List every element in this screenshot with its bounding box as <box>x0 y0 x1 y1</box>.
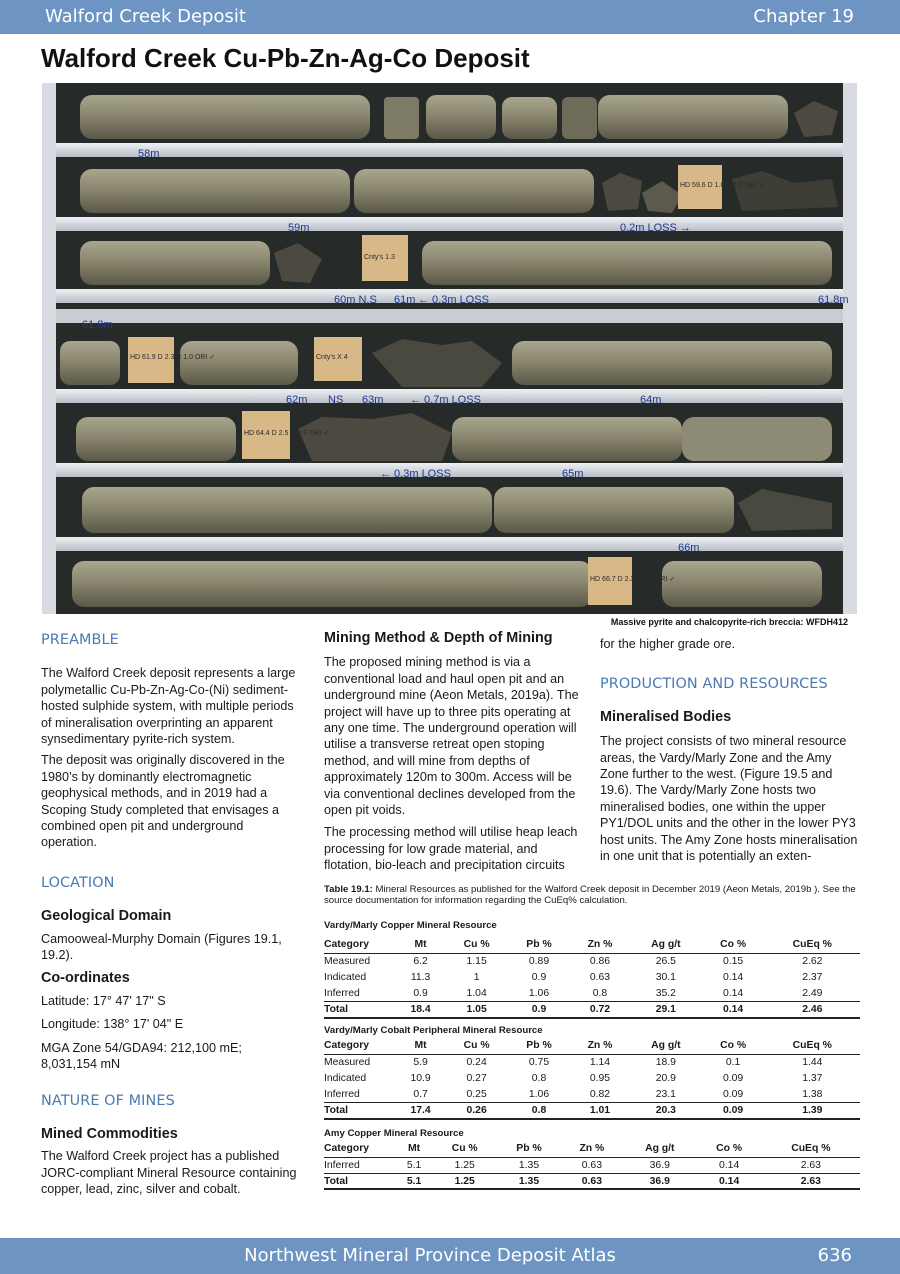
table-cell: 2.63 <box>762 1173 860 1189</box>
column-middle <box>324 630 580 874</box>
table-cell: 5.1 <box>396 1173 432 1189</box>
table-cell: Measured <box>324 1056 371 1068</box>
table-cell: 0.75 <box>528 1056 550 1068</box>
col-cu: Cu % <box>445 937 508 953</box>
page-title: Walford Creek Cu-Pb-Zn-Ag-Co Deposit <box>41 43 530 73</box>
table-header-row <box>324 937 860 953</box>
col-zn: Zn % <box>561 1141 623 1157</box>
depth-label-59: 59m <box>288 222 310 234</box>
section-location: LOCATION <box>41 874 115 891</box>
col-mt: Mt <box>396 1141 432 1157</box>
table-cell: 1.05 <box>445 1002 508 1018</box>
ns-label: NS <box>328 394 344 406</box>
table-cell: Total <box>324 1103 396 1119</box>
table-row <box>324 969 860 985</box>
depth-label-65: 65m <box>562 468 584 480</box>
table-cell: 1.25 <box>432 1173 497 1189</box>
subheading-geological-domain: Geological Domain <box>41 908 172 925</box>
depth-label-61-8b: 61.8m <box>82 319 113 331</box>
table-cell: 18.4 <box>396 1002 445 1018</box>
mining-paragraph-1: The proposed mining method is via a conventional load and haul open pit and an underground mine (Aeon Metals, 2019a). The project will have up to three pits operating at any one time. The underground operation will utilise a transverse retreat open stoping method, and will mine from depths of approximately 120m to 300m. Access will be via conventional declines developed from the open pit voids. <box>324 655 579 818</box>
col-pb: Pb % <box>508 937 570 953</box>
table-row <box>324 1087 860 1103</box>
table-cell: 0.86 <box>589 956 611 968</box>
table-cell: 0.63 <box>589 971 611 983</box>
table-cell: 0.8 <box>592 987 608 999</box>
loss-label-0-2: 0.2m LOSS → <box>620 222 691 234</box>
table-cell: 5.1 <box>406 1159 422 1171</box>
col-pb: Pb % <box>497 1141 561 1157</box>
table-cell: 0.25 <box>466 1088 487 1100</box>
drill-core-photo <box>42 83 857 614</box>
table-cell: 0.8 <box>508 1103 570 1119</box>
table-cell: 11.3 <box>410 971 431 983</box>
sample-tag-3: HD 61.9 D 2.3 R 1.0 ORI ✓ <box>130 354 216 361</box>
table-3-title: Amy Copper Mineral Resource <box>324 1127 464 1139</box>
table-cell: 0.63 <box>581 1159 602 1171</box>
depth-label-66: 66m <box>678 542 700 554</box>
table-cell: 0.09 <box>722 1072 744 1084</box>
table-cell: 0.8 <box>531 1072 547 1084</box>
table-row <box>324 1157 860 1173</box>
table-cell: 0.14 <box>722 987 744 999</box>
table-vardy-cobalt <box>324 1038 860 1120</box>
table-cell: 2.62 <box>802 956 823 968</box>
table-caption-text: Mineral Resources as published for the Walford Creek deposit in December 2019 (Aeon Metals, 2019b ). See the source documentation for information regarding the CuEq% calculation. <box>324 884 856 906</box>
col-cueq: CuEq % <box>765 1038 860 1054</box>
table-caption-label: Table 19.1: <box>324 884 373 895</box>
table-cell: 1.06 <box>528 987 550 999</box>
col-cueq: CuEq % <box>762 1141 860 1157</box>
header-deposit-name: Walford Creek Deposit <box>45 6 246 27</box>
section-preamble: PREAMBLE <box>41 632 119 648</box>
table-cell: 17.4 <box>396 1103 445 1119</box>
table-total-row <box>324 1173 860 1189</box>
depth-label-61: 61m <box>394 294 416 306</box>
col-zn: Zn % <box>570 1038 630 1054</box>
table-cell: 0.14 <box>702 1002 765 1018</box>
table-cell: 0.89 <box>528 956 550 968</box>
subheading-coordinates: Co-ordinates <box>41 969 130 986</box>
sample-tag-1: HD 59.6 D 1.8 R 1.6 ORI ✓ <box>680 182 766 189</box>
table-row <box>324 953 860 969</box>
table-cell: 20.9 <box>655 1072 676 1084</box>
sample-tag-2: Cnty's 1.3 <box>364 254 395 261</box>
table-cell: 0.95 <box>589 1072 611 1084</box>
table-cell: 29.1 <box>630 1002 701 1018</box>
footer-atlas-title: Northwest Mineral Province Deposit Atlas <box>244 1245 616 1266</box>
subheading-mined-commodities: Mined Commodities <box>41 1125 178 1142</box>
table-cell: 1.01 <box>570 1103 630 1119</box>
photo-caption: Massive pyrite and chalcopyrite-rich breccia: WFDH412 <box>610 617 848 627</box>
table-cell: 10.9 <box>410 1072 431 1084</box>
depth-label-63: 63m <box>362 394 384 406</box>
header-chapter: Chapter 19 <box>753 6 854 27</box>
table-cell: 0.14 <box>697 1173 762 1189</box>
table-cell: 0.1 <box>725 1056 741 1068</box>
table-cell: 0.72 <box>570 1002 630 1018</box>
table-cell: 1.38 <box>802 1088 823 1100</box>
table-row <box>324 986 860 1002</box>
section-production-resources: PRODUCTION AND RESOURCES <box>600 676 828 693</box>
table-cell: 0.14 <box>722 971 744 983</box>
table-total-row <box>324 1103 860 1119</box>
depth-label-64: 64m <box>640 394 662 406</box>
col-cu: Cu % <box>432 1141 497 1157</box>
table-cell: Indicated <box>324 971 367 983</box>
latitude-text: Latitude: 17° 47' 17" S <box>41 993 166 1008</box>
col-category: Category <box>324 1141 396 1157</box>
table-cell: Total <box>324 1173 396 1189</box>
mining-paragraph-2: The processing method will utilise heap leach processing for low grade material, and flotation, bio-leach and precipitation circuits <box>324 825 578 873</box>
table-cell: 23.1 <box>655 1088 676 1100</box>
table-cell: 1.15 <box>466 956 487 968</box>
table-1-body <box>324 953 860 1018</box>
table-cell: Inferred <box>324 987 360 999</box>
table-cell: 1.37 <box>802 1072 823 1084</box>
table-cell: 36.9 <box>623 1173 697 1189</box>
table-vardy-copper <box>324 937 860 1019</box>
preamble-paragraph-2: The deposit was originally discovered in the 1980’s by dominantly electromagnetic geophysical methods, and in 2019 had a Scoping Study completed that envisages a combined open pit and underground operation. <box>41 753 285 850</box>
table-3-body <box>324 1157 860 1189</box>
table-cell: 0.14 <box>719 1159 740 1171</box>
table-amy-copper <box>324 1141 860 1191</box>
subheading-mining-method: Mining Method & Depth of Mining <box>324 630 553 646</box>
table-cell: 0.9 <box>413 987 428 999</box>
depth-label-58: 58m <box>138 148 160 160</box>
page-footer <box>0 1238 900 1274</box>
table-cell: Inferred <box>324 1159 360 1171</box>
col-mt: Mt <box>396 937 445 953</box>
col-ag: Ag g/t <box>630 1038 701 1054</box>
col-cu: Cu % <box>445 1038 508 1054</box>
mineralised-paragraph: The project consists of two mineral resource areas, the Vardy/Marly Zone and the Amy Zone further to the west. (Figure 19.5 and 19.6). The Vardy/Marly Zone hosts two mineralised bodies, one within the upper PY1/DOL units and the other in the lower PY3 host units. The Amy Zone hosts mineralisation in one unit that is potentially an exten- <box>600 734 858 864</box>
col-co: Co % <box>697 1141 762 1157</box>
table-cell: Indicated <box>324 1072 367 1084</box>
longitude-text: Longitude: 138° 17' 04" E <box>41 1017 184 1032</box>
mga-text: MGA Zone 54/GDA94: 212,100 mE; 8,031,154 mN <box>41 1040 242 1072</box>
col-zn: Zn % <box>570 937 630 953</box>
page-header <box>0 0 900 34</box>
table-row <box>324 1054 860 1070</box>
table-cell: 36.9 <box>649 1159 670 1171</box>
col-cueq: CuEq % <box>765 937 860 953</box>
table-cell: 1.44 <box>802 1056 823 1068</box>
subheading-mineralised-bodies: Mineralised Bodies <box>600 708 732 725</box>
col-category: Category <box>324 1038 396 1054</box>
mined-commodities-text: The Walford Creek project has a published JORC-compliant Mineral Resource containing copper, lead, zinc, silver and cobalt. <box>41 1149 297 1197</box>
sample-tag-6: HD 66.7 D 2.3 R 2.0 ORI ✓ <box>590 576 676 583</box>
table-cell: Total <box>324 1002 396 1018</box>
col-co: Co % <box>702 937 765 953</box>
table-cell: 1.04 <box>466 987 487 999</box>
loss-label-0-3a: ← 0.3m LOSS <box>418 294 489 306</box>
sample-tag-5: HD 64.4 D 2.5 R 0.8 ORI ✓ <box>244 430 330 437</box>
table-cell: 2.63 <box>800 1159 821 1171</box>
table-cell: 35.2 <box>655 987 676 999</box>
col-pb: Pb % <box>508 1038 570 1054</box>
table-cell: 1 <box>473 971 480 983</box>
col-ag: Ag g/t <box>623 1141 697 1157</box>
footer-page-number: 636 <box>817 1245 852 1266</box>
table-cell: 20.3 <box>630 1103 701 1119</box>
table-cell: 0.9 <box>508 1002 570 1018</box>
table-2-title: Vardy/Marly Cobalt Peripheral Mineral Resource <box>324 1024 543 1036</box>
section-nature-of-mines: NATURE OF MINES <box>41 1092 175 1109</box>
table-cell: 0.24 <box>466 1056 487 1068</box>
table-cell: 0.9 <box>531 971 547 983</box>
table-2-body <box>324 1054 860 1119</box>
table-cell: Measured <box>324 956 371 968</box>
table-cell: 26.5 <box>655 956 676 968</box>
table-cell: 1.25 <box>454 1159 475 1171</box>
col-mt: Mt <box>396 1038 445 1054</box>
depth-label-61-8a: 61.8m <box>818 294 849 306</box>
table-cell: 2.46 <box>765 1002 860 1018</box>
table-cell: 1.39 <box>765 1103 860 1119</box>
col-co: Co % <box>702 1038 765 1054</box>
continuation-text: for the higher grade ore. <box>600 637 736 651</box>
table-cell: 0.09 <box>702 1103 765 1119</box>
col-category: Category <box>324 937 396 953</box>
table-cell: 0.63 <box>561 1173 623 1189</box>
column-left <box>41 632 299 1198</box>
table-cell: 1.35 <box>497 1173 561 1189</box>
table-cell: 0.27 <box>466 1072 487 1084</box>
table-cell: 1.14 <box>589 1056 611 1068</box>
loss-label-0-3b: ← 0.3m LOSS <box>380 468 451 480</box>
table-header-row <box>324 1038 860 1054</box>
table-cell: 1.35 <box>518 1159 540 1171</box>
table-cell: 5.9 <box>413 1056 428 1068</box>
table-cell: 0.26 <box>445 1103 508 1119</box>
geological-domain-text: Camooweal-Murphy Domain (Figures 19.1, 19.2). <box>41 931 282 963</box>
resource-tables <box>324 884 860 1190</box>
table-row <box>324 1070 860 1086</box>
table-cell: 6.2 <box>413 956 428 968</box>
table-caption <box>324 884 860 906</box>
table-cell: 0.82 <box>589 1088 611 1100</box>
preamble-paragraph-1: The Walford Creek deposit represents a large polymetallic Cu-Pb-Zn-Ag-Co-(Ni) sediment-hosted sulphide system, with multiple periods of mineralisation overprinting an apparent synsedimentary pyrite-rich system. <box>41 666 296 747</box>
depth-label-60: 60m N.S <box>334 294 377 306</box>
table-cell: 0.7 <box>413 1088 428 1100</box>
table-cell: 1.06 <box>528 1088 550 1100</box>
table-cell: 18.9 <box>655 1056 676 1068</box>
table-cell: 2.37 <box>802 971 823 983</box>
table-cell: 0.15 <box>722 956 744 968</box>
table-header-row <box>324 1141 860 1157</box>
table-cell: 2.49 <box>802 987 823 999</box>
drill-core-tray-illustration <box>42 83 857 614</box>
column-right <box>600 636 858 864</box>
depth-label-62: 62m <box>286 394 308 406</box>
table-cell: Inferred <box>324 1088 360 1100</box>
loss-label-0-7: ← 0.7m LOSS <box>410 394 481 406</box>
table-total-row <box>324 1002 860 1018</box>
col-ag: Ag g/t <box>630 937 701 953</box>
table-1-title: Vardy/Marly Copper Mineral Resource <box>324 920 497 931</box>
sample-tag-4: Cnty's X 4 <box>316 354 348 361</box>
table-cell: 30.1 <box>655 971 676 983</box>
table-cell: 0.09 <box>722 1088 744 1100</box>
